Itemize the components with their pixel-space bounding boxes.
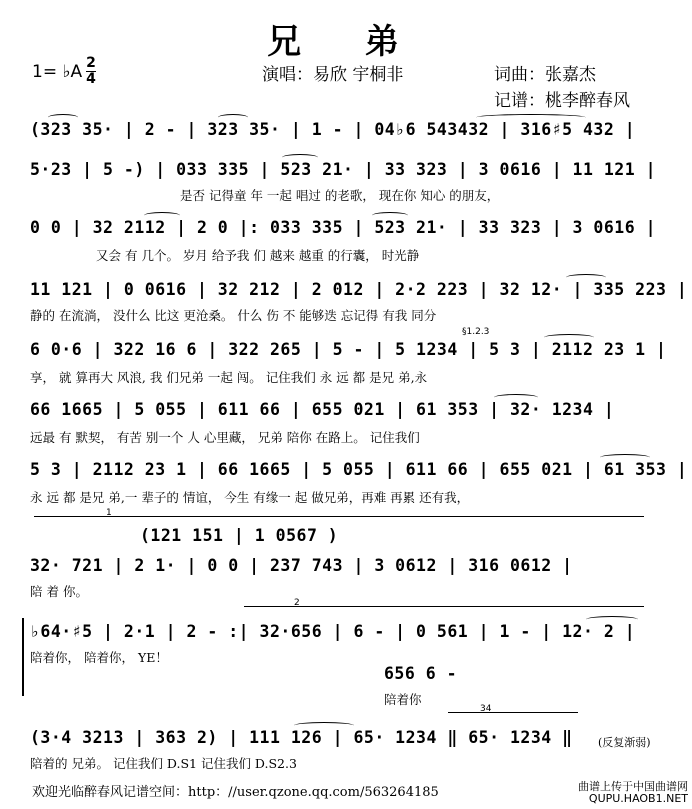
notation-row-8: 32· 721 | 2 1· | 0 0 | 237 743 | 3 0612 | 316 0612 |	[30, 556, 573, 575]
slur-mark	[218, 114, 248, 121]
lyric-row-10: 陪着你	[384, 692, 422, 707]
source-line-2: QUPU.HAOB1.NET	[588, 792, 688, 805]
slur-mark	[586, 616, 638, 623]
key-signature: 1= ♭A	[32, 62, 83, 82]
lyric-row-11: 陪着的 兄弟。 记住我们 D.S1 记住我们 D.S2.3	[30, 756, 297, 771]
source-watermark	[578, 781, 688, 805]
volta-34-bracket	[448, 712, 578, 713]
page-title: 兄 弟	[267, 22, 425, 62]
lyric-row-3: 又会 有 几个。 岁月 给予我 们 越来 越重 的行囊， 时光静	[96, 248, 420, 263]
slur-mark	[48, 114, 78, 121]
slur-mark	[494, 394, 538, 401]
slur-mark	[566, 274, 606, 281]
slur-mark	[144, 212, 180, 219]
slur-mark	[372, 212, 408, 219]
lyric-row-5: 享， 就 算再大 风浪, 我 们兄弟 一起 闯。 记住我们 永 远 都 是兄 弟,永	[30, 370, 428, 385]
segno-marker: §1.2.3	[462, 327, 490, 337]
notation-row-11: (3·4 3213 | 363 2) | 111 126 | 65· 1234 ‖ 65· 1234 ‖	[30, 728, 573, 747]
meter-bottom: 4	[86, 71, 96, 87]
lyric-row-2: 是否 记得童 年 一起 唱过 的老歌， 现在你 知心 的朋友，	[180, 188, 500, 203]
notation-row-1: (323 35· | 2 - | 323 35· | 1 - | 04♭6 543432 | 316♯5 432 |	[30, 120, 636, 139]
slur-mark	[544, 334, 594, 341]
notation-row-7: 5 3 | 2112 23 1 | 66 1665 | 5 055 | 611 66 | 655 021 | 61 353 |	[30, 460, 688, 479]
volta-34-label: 34	[480, 704, 492, 714]
volta-2-bracket	[244, 606, 644, 607]
lyric-row-6: 远最 有 默契， 有苦 别一个 人 心里藏， 兄弟 陪你 在路上。 记住我们	[30, 430, 420, 445]
singer-credit: 演唱：易欣 宇桐非	[262, 65, 404, 85]
system-barline	[22, 618, 24, 696]
lyric-row-9: 陪着你， 陪着你， YE！	[30, 650, 168, 665]
notation-row-6: 66 1665 | 5 055 | 611 66 | 655 021 | 61 353 | 32· 1234 |	[30, 400, 615, 419]
slur-mark	[282, 154, 318, 161]
notation-row-3: 0 0 | 32 2112 | 2 0 |: 033 335 | 523 21· | 33 323 | 3 0616 |	[30, 218, 657, 237]
meter-top: 2	[86, 55, 96, 71]
composer-credit: 词曲：张嘉杰	[494, 65, 596, 85]
volta-1-bracket	[34, 516, 644, 517]
dynamics-note: (反复渐弱)	[598, 736, 651, 749]
lyric-row-7: 永 远 都 是兄 弟,一 辈子的 情谊， 今生 有缘一 起 做兄弟，再难 再累 还有我，	[30, 490, 470, 505]
notation-row-2: 5·23 | 5 -) | 033 335 | 523 21· | 33 323 | 3 0616 | 11 121 |	[30, 160, 657, 179]
footer-text: 欢迎光临醉春风记谱空间：http：//user.qzone.qq.com/563264185	[32, 785, 439, 800]
volta-1-label: 1	[106, 508, 112, 518]
slur-mark	[600, 454, 650, 461]
slur-mark	[476, 114, 586, 121]
notation-row-10: 656 6 -	[384, 664, 458, 683]
time-signature	[86, 56, 96, 86]
slur-mark	[294, 722, 354, 729]
notation-row-9: ♭64·♯5 | 2·1 | 2 - :| 32·656 | 6 - | 0 561 | 1 - | 12· 2 |	[30, 622, 636, 641]
volta-2-label: 2	[294, 598, 300, 608]
source-line-1: 曲谱上传于中国曲谱网	[578, 780, 688, 793]
lyric-row-4: 静的 在流淌， 没什么 比这 更沧桑。 什么 伤 不 能够迭 忘记得 有我 同分	[30, 308, 437, 323]
lyric-row-8: 陪 着 你。	[30, 584, 88, 599]
notation-row-4: 11 121 | 0 0616 | 32 212 | 2 012 | 2·2 223 | 32 12· | 335 223 |	[30, 280, 688, 299]
transcriber-credit: 记谱：桃李醉春风	[494, 91, 630, 111]
notation-row-5: 6 0·6 | 322 16 6 | 322 265 | 5 - | 5 1234 | 5 3 | 2112 23 1 |	[30, 340, 667, 359]
notation-row-interlude: (121 151 | 1 0567 )	[140, 526, 339, 545]
